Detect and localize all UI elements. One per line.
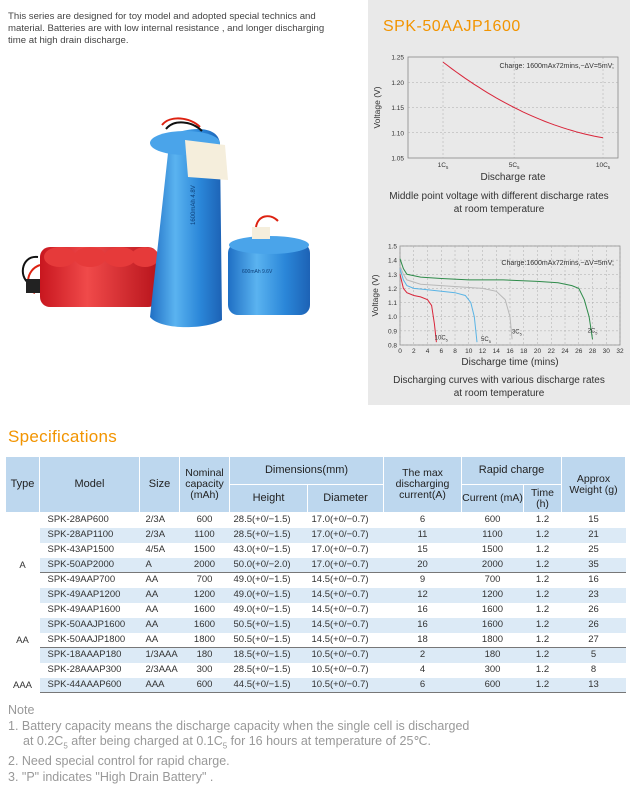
header-current: Current (mA) xyxy=(462,485,524,513)
capacity-cell: 180 xyxy=(180,648,230,663)
table-row xyxy=(6,603,626,618)
type-cell: AAA xyxy=(6,648,40,693)
y-tick-label: 1.05 xyxy=(391,155,404,163)
label-a: 1600mAh 4.8V xyxy=(191,185,197,225)
curve-label: $10C_5$ xyxy=(434,335,448,343)
max-current-cell: 16 xyxy=(384,603,462,618)
weight-cell: 35 xyxy=(562,558,626,573)
table-row xyxy=(6,618,626,633)
size-cell: AA xyxy=(140,573,180,588)
current-cell: 300 xyxy=(462,663,524,678)
current-cell: 600 xyxy=(462,513,524,528)
size-cell: 2/3A xyxy=(140,528,180,543)
diameter-cell: 14.5(+0/−0.7) xyxy=(308,573,384,588)
height-cell: 44.5(+0/−1.5) xyxy=(230,678,308,693)
size-cell: AA xyxy=(140,633,180,648)
x-axis-label: Discharge rate xyxy=(480,172,546,183)
model-cell: SPK-28AP600 xyxy=(40,513,140,528)
height-cell: 50.5(+0/−1.5) xyxy=(230,633,308,648)
max-current-cell: 6 xyxy=(384,513,462,528)
notes xyxy=(8,703,469,785)
height-cell: 50.5(+0/−1.5) xyxy=(230,618,308,633)
current-cell: 1500 xyxy=(462,543,524,558)
table-row xyxy=(6,678,626,693)
current-cell: 1600 xyxy=(462,618,524,633)
capacity-cell: 1600 xyxy=(180,618,230,633)
curve-label: $3C_5$ xyxy=(511,329,522,337)
header-model: Model xyxy=(40,457,140,513)
current-cell: 600 xyxy=(462,678,524,693)
height-cell: 28.5(+0/−1.5) xyxy=(230,528,308,543)
header-dimensions: Dimensions(mm) xyxy=(230,457,384,485)
x-tick-label: 12 xyxy=(478,348,487,355)
note-3: 3. "P" indicates "High Drain Battery" . xyxy=(8,769,214,784)
max-current-cell: 6 xyxy=(384,678,462,693)
time-cell: 1.2 xyxy=(524,678,562,693)
size-cell: AAA xyxy=(140,678,180,693)
y-tick-label: 0.9 xyxy=(387,328,397,336)
model-cell: SPK-49AAP1200 xyxy=(40,588,140,603)
type-cell: AA xyxy=(6,573,40,648)
diameter-cell: 17.0(+0/−0.7) xyxy=(308,543,384,558)
time-cell: 1.2 xyxy=(524,558,562,573)
chart-annotation: Charge: 1600mAx72mins,−ΔV=5mV; xyxy=(499,63,614,70)
max-current-cell: 18 xyxy=(384,633,462,648)
table-row xyxy=(6,558,626,573)
diameter-cell: 14.5(+0/−0.7) xyxy=(308,603,384,618)
label-c: 600mAh 9.6V xyxy=(242,269,273,275)
size-cell: AA xyxy=(140,603,180,618)
x-tick-label: 0 xyxy=(398,348,402,355)
x-tick-label: 28 xyxy=(588,348,597,355)
red-battery-pack xyxy=(40,247,159,307)
weight-cell: 25 xyxy=(562,543,626,558)
model-cell: SPK-49AAP700 xyxy=(40,573,140,588)
y-tick-label: 1.15 xyxy=(391,105,404,112)
x-tick-label: 32 xyxy=(616,348,624,355)
capacity-cell: 700 xyxy=(180,573,230,588)
weight-cell: 26 xyxy=(562,603,626,618)
diameter-cell: 14.5(+0/−0.7) xyxy=(308,618,384,633)
diameter-cell: 14.5(+0/−0.7) xyxy=(308,588,384,603)
note-1: 1. Battery capacity means the discharge capacity when the single cell is discharged xyxy=(8,718,470,733)
curve-label: $5C_5$ xyxy=(481,336,491,344)
weight-cell: 5 xyxy=(562,648,626,663)
model-cell: SPK-28AAAP300 xyxy=(40,663,140,678)
type-cell: A xyxy=(6,513,40,573)
header-diameter: Diameter xyxy=(308,485,384,513)
blue-battery-pack-tall xyxy=(150,118,228,327)
max-current-cell: 15 xyxy=(384,543,462,558)
diameter-cell: 10.5(+0/−0.7) xyxy=(308,678,384,693)
header-time: Time (h) xyxy=(524,485,562,513)
header-rapid-charge: Rapid charge xyxy=(462,457,562,485)
x-tick-label: 20 xyxy=(533,348,542,355)
y-axis-label: Voltage (V) xyxy=(370,274,380,317)
capacity-cell: 1100 xyxy=(180,528,230,543)
notes-title: Note xyxy=(8,703,35,717)
diameter-cell: 14.5(+0/−0.7) xyxy=(308,633,384,648)
height-cell: 43.0(+0/−1.5) xyxy=(230,543,308,558)
spec-table xyxy=(5,456,626,693)
time-cell: 1.2 xyxy=(524,543,562,558)
weight-cell: 26 xyxy=(562,618,626,633)
size-cell: 4/5A xyxy=(140,543,180,558)
max-current-cell: 11 xyxy=(384,528,462,543)
y-tick-label: 1.0 xyxy=(387,314,397,322)
x-tick-label: 6 xyxy=(439,348,444,355)
size-cell: AA xyxy=(140,588,180,603)
model-cell: SPK-28AP1100 xyxy=(40,528,140,543)
capacity-cell: 1800 xyxy=(180,633,230,648)
x-tick-label: $10C_5$ xyxy=(595,162,611,170)
header-weight: Approx Weight (g) xyxy=(562,457,626,513)
y-tick-label: 1.20 xyxy=(391,79,404,87)
y-tick-label: 1.25 xyxy=(391,54,404,62)
x-tick-label: 16 xyxy=(506,348,514,355)
intro-text: This series are designed for toy model and adopted special technics and material. Batteries are with low internal resistance , and longer discharging time at high drain discharge. xyxy=(8,11,325,46)
header-nominal-capacity: Nominal capacity (mAh) xyxy=(180,457,230,513)
x-tick-label: 24 xyxy=(561,348,569,355)
y-tick-label: 1.3 xyxy=(387,271,397,279)
battery-pack-photo xyxy=(20,105,350,355)
x-tick-label: 10 xyxy=(465,348,473,355)
x-tick-label: 2 xyxy=(411,348,416,355)
size-cell: AA xyxy=(140,618,180,633)
capacity-cell: 2000 xyxy=(180,558,230,573)
y-axis-label: Voltage (V) xyxy=(372,86,382,129)
model-cell: SPK-50AP2000 xyxy=(40,558,140,573)
model-cell: SPK-49AAP1600 xyxy=(40,603,140,618)
current-cell: 1800 xyxy=(462,633,524,648)
model-cell: SPK-43AP1500 xyxy=(40,543,140,558)
diameter-cell: 17.0(+0/−0.7) xyxy=(308,513,384,528)
size-cell: A xyxy=(140,558,180,573)
current-cell: 1600 xyxy=(462,603,524,618)
header-size: Size xyxy=(140,457,180,513)
panel-title: SPK-50AAJP1600 xyxy=(383,18,521,35)
height-cell: 49.0(+0/−1.5) xyxy=(230,573,308,588)
series-line xyxy=(443,62,603,138)
model-cell: SPK-44AAAP600 xyxy=(40,678,140,693)
diameter-cell: 10.5(+0/−0.7) xyxy=(308,663,384,678)
capacity-cell: 600 xyxy=(180,678,230,693)
chart1-caption: Middle point voltage with different discharge rates at room temperature xyxy=(389,191,609,215)
weight-cell: 13 xyxy=(562,678,626,693)
current-cell: 1200 xyxy=(462,588,524,603)
discharge-curves-chart xyxy=(368,238,630,368)
time-cell: 1.2 xyxy=(524,513,562,528)
y-tick-label: 1.5 xyxy=(387,243,397,251)
table-row xyxy=(6,573,626,588)
blue-battery-pack-small xyxy=(228,216,310,315)
height-cell: 49.0(+0/−1.5) xyxy=(230,603,308,618)
diameter-cell: 10.5(+0/−0.7) xyxy=(308,648,384,663)
x-tick-label: 30 xyxy=(602,348,610,355)
height-cell: 49.0(+0/−1.5) xyxy=(230,588,308,603)
max-current-cell: 2 xyxy=(384,648,462,663)
chart2-caption: Discharging curves with various discharge rates at room temperature xyxy=(393,375,605,399)
curve-label: $2C_5$ xyxy=(587,328,598,336)
diameter-cell: 17.0(+0/−0.7) xyxy=(308,528,384,543)
y-tick-label: 1.2 xyxy=(387,285,397,293)
max-current-cell: 20 xyxy=(384,558,462,573)
weight-cell: 27 xyxy=(562,633,626,648)
table-row xyxy=(6,648,626,663)
chart-annotation: Charge:1600mAx72mins,−ΔV=5mV; xyxy=(501,260,614,267)
model-cell: SPK-50AAJP1800 xyxy=(40,633,140,648)
current-cell: 2000 xyxy=(462,558,524,573)
x-axis-label: Discharge time (mins) xyxy=(461,357,559,368)
y-tick-label: 0.8 xyxy=(387,342,397,350)
table-row xyxy=(6,528,626,543)
specifications-title: Specifications xyxy=(8,427,118,446)
x-tick-label: 22 xyxy=(547,348,555,355)
x-tick-label: 18 xyxy=(520,348,528,355)
size-cell: 2/3AAA xyxy=(140,663,180,678)
size-cell: 1/3AAA xyxy=(140,648,180,663)
capacity-cell: 1600 xyxy=(180,603,230,618)
x-tick-label: 4 xyxy=(425,348,430,355)
table-row xyxy=(6,633,626,648)
time-cell: 1.2 xyxy=(524,633,562,648)
x-tick-label: 26 xyxy=(575,348,583,355)
height-cell: 28.5(+0/−1.5) xyxy=(230,513,308,528)
size-cell: 2/3A xyxy=(140,513,180,528)
capacity-cell: 1500 xyxy=(180,543,230,558)
x-tick-label: 14 xyxy=(492,348,500,355)
chart-panel xyxy=(368,0,630,405)
time-cell: 1.2 xyxy=(524,648,562,663)
height-cell: 28.5(+0/−1.5) xyxy=(230,663,308,678)
time-cell: 1.2 xyxy=(524,573,562,588)
weight-cell: 16 xyxy=(562,573,626,588)
weight-cell: 23 xyxy=(562,588,626,603)
weight-cell: 21 xyxy=(562,528,626,543)
diameter-cell: 17.0(+0/−0.7) xyxy=(308,558,384,573)
capacity-cell: 1200 xyxy=(180,588,230,603)
table-row xyxy=(6,663,626,678)
y-tick-label: 1.4 xyxy=(387,257,397,265)
time-cell: 1.2 xyxy=(524,663,562,678)
model-cell: SPK-50AAJP1600 xyxy=(40,618,140,633)
weight-cell: 15 xyxy=(562,513,626,528)
header-max-current: The max discharging current(A) xyxy=(384,457,462,513)
x-tick-label: $1C_5$ xyxy=(437,162,449,170)
current-cell: 180 xyxy=(462,648,524,663)
note-1-continued: at $0.2C_5$ after being charged at $0.1C_5$ for 16 hours at temperature of 25℃. xyxy=(23,734,431,751)
weight-cell: 8 xyxy=(562,663,626,678)
y-tick-label: 1.1 xyxy=(387,300,397,308)
x-tick-label: $5C_5$ xyxy=(508,162,520,170)
model-cell: SPK-18AAAP180 xyxy=(40,648,140,663)
current-cell: 700 xyxy=(462,573,524,588)
midpoint-voltage-chart xyxy=(368,45,630,183)
time-cell: 1.2 xyxy=(524,588,562,603)
height-cell: 18.5(+0/−1.5) xyxy=(230,648,308,663)
current-cell: 1100 xyxy=(462,528,524,543)
header-height: Height xyxy=(230,485,308,513)
height-cell: 50.0(+0/−2.0) xyxy=(230,558,308,573)
time-cell: 1.2 xyxy=(524,618,562,633)
table-row xyxy=(6,543,626,558)
table-row xyxy=(6,588,626,603)
time-cell: 1.2 xyxy=(524,603,562,618)
max-current-cell: 4 xyxy=(384,663,462,678)
y-tick-label: 1.10 xyxy=(391,130,404,138)
max-current-cell: 16 xyxy=(384,618,462,633)
capacity-cell: 600 xyxy=(180,513,230,528)
table-row xyxy=(6,513,626,528)
max-current-cell: 9 xyxy=(384,573,462,588)
x-tick-label: 8 xyxy=(453,348,457,355)
time-cell: 1.2 xyxy=(524,528,562,543)
header-type: Type xyxy=(6,457,40,513)
max-current-cell: 12 xyxy=(384,588,462,603)
capacity-cell: 300 xyxy=(180,663,230,678)
note-2: 2. Need special control for rapid charge. xyxy=(8,754,230,768)
